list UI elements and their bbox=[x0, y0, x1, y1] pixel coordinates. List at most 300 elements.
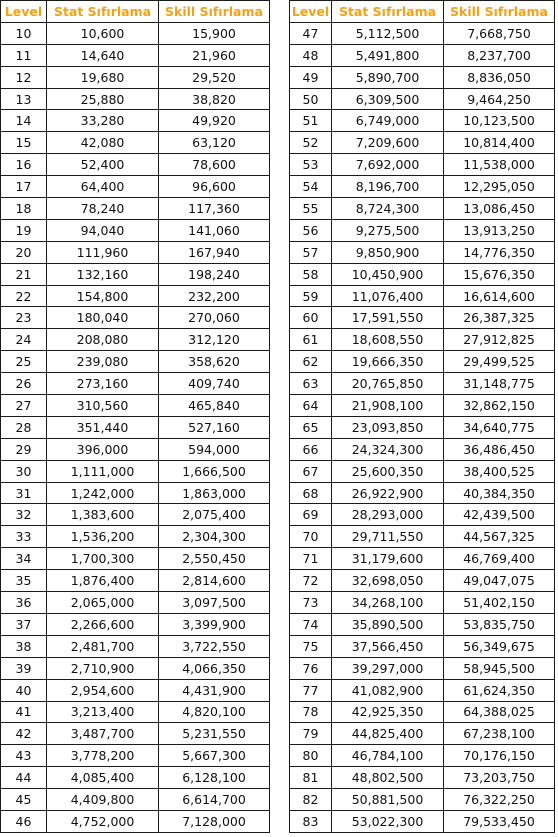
header-skill-reset: Skill Sıfırlama bbox=[159, 1, 270, 23]
table-row bbox=[1, 613, 270, 635]
level-cell: 14 bbox=[1, 110, 47, 132]
stat-reset-cell: 14,640 bbox=[47, 44, 159, 66]
level-cell: 38 bbox=[1, 635, 47, 657]
level-cell: 79 bbox=[290, 723, 332, 745]
table-row bbox=[1, 482, 270, 504]
table-row bbox=[1, 285, 270, 307]
table-row bbox=[290, 66, 555, 88]
skill-reset-cell: 4,820,100 bbox=[159, 701, 270, 723]
level-cell: 57 bbox=[290, 241, 332, 263]
table-row bbox=[290, 504, 555, 526]
stat-reset-cell: 154,800 bbox=[47, 285, 159, 307]
skill-reset-cell: 36,486,450 bbox=[444, 438, 555, 460]
stat-reset-cell: 37,566,450 bbox=[332, 635, 444, 657]
table-row bbox=[1, 88, 270, 110]
skill-reset-cell: 5,231,550 bbox=[159, 723, 270, 745]
table-row bbox=[290, 285, 555, 307]
table-row bbox=[1, 657, 270, 679]
header-stat-reset: Stat Sıfırlama bbox=[47, 1, 159, 23]
stat-reset-cell: 48,802,500 bbox=[332, 767, 444, 789]
skill-reset-cell: 49,047,075 bbox=[444, 570, 555, 592]
table-row bbox=[290, 176, 555, 198]
skill-reset-cell: 70,176,150 bbox=[444, 745, 555, 767]
level-cell: 52 bbox=[290, 132, 332, 154]
skill-reset-cell: 64,388,025 bbox=[444, 701, 555, 723]
table-row bbox=[290, 679, 555, 701]
level-cell: 75 bbox=[290, 635, 332, 657]
table-row bbox=[290, 22, 555, 44]
level-cell: 24 bbox=[1, 329, 47, 351]
level-cell: 16 bbox=[1, 154, 47, 176]
stat-reset-cell: 2,266,600 bbox=[47, 613, 159, 635]
level-cell: 12 bbox=[1, 66, 47, 88]
stat-reset-cell: 208,080 bbox=[47, 329, 159, 351]
table-row bbox=[1, 570, 270, 592]
level-cell: 26 bbox=[1, 373, 47, 395]
stat-reset-cell: 6,749,000 bbox=[332, 110, 444, 132]
stat-reset-cell: 132,160 bbox=[47, 263, 159, 285]
level-cell: 76 bbox=[290, 657, 332, 679]
stat-reset-cell: 53,022,300 bbox=[332, 810, 444, 832]
level-cell: 63 bbox=[290, 373, 332, 395]
skill-reset-cell: 14,776,350 bbox=[444, 241, 555, 263]
table-row bbox=[1, 767, 270, 789]
table-row bbox=[290, 44, 555, 66]
skill-reset-cell: 46,769,400 bbox=[444, 548, 555, 570]
level-cell: 17 bbox=[1, 176, 47, 198]
skill-reset-cell: 79,533,450 bbox=[444, 810, 555, 832]
level-cell: 23 bbox=[1, 307, 47, 329]
skill-reset-cell: 53,835,750 bbox=[444, 613, 555, 635]
stat-reset-cell: 10,450,900 bbox=[332, 263, 444, 285]
level-cell: 73 bbox=[290, 592, 332, 614]
table-row bbox=[290, 570, 555, 592]
level-cell: 77 bbox=[290, 679, 332, 701]
level-cell: 15 bbox=[1, 132, 47, 154]
level-cell: 29 bbox=[1, 438, 47, 460]
level-cell: 36 bbox=[1, 592, 47, 614]
table-row bbox=[290, 416, 555, 438]
stat-reset-cell: 25,600,350 bbox=[332, 460, 444, 482]
skill-reset-cell: 13,086,450 bbox=[444, 198, 555, 220]
stat-reset-cell: 6,309,500 bbox=[332, 88, 444, 110]
table-row bbox=[1, 789, 270, 811]
level-cell: 56 bbox=[290, 219, 332, 241]
skill-reset-cell: 12,295,050 bbox=[444, 176, 555, 198]
stat-reset-cell: 273,160 bbox=[47, 373, 159, 395]
skill-reset-cell: 6,614,700 bbox=[159, 789, 270, 811]
skill-reset-cell: 49,920 bbox=[159, 110, 270, 132]
level-cell: 48 bbox=[290, 44, 332, 66]
stat-reset-cell: 19,680 bbox=[47, 66, 159, 88]
skill-reset-cell: 78,600 bbox=[159, 154, 270, 176]
table-row bbox=[290, 482, 555, 504]
stat-reset-cell: 1,383,600 bbox=[47, 504, 159, 526]
skill-reset-cell: 7,668,750 bbox=[444, 22, 555, 44]
stat-reset-cell: 11,076,400 bbox=[332, 285, 444, 307]
table-row bbox=[1, 373, 270, 395]
table-row bbox=[1, 132, 270, 154]
level-cell: 22 bbox=[1, 285, 47, 307]
table-row bbox=[290, 810, 555, 832]
skill-reset-cell: 63,120 bbox=[159, 132, 270, 154]
stat-reset-cell: 3,487,700 bbox=[47, 723, 159, 745]
table-row bbox=[1, 198, 270, 220]
table-row bbox=[290, 613, 555, 635]
level-cell: 78 bbox=[290, 701, 332, 723]
skill-reset-cell: 10,814,400 bbox=[444, 132, 555, 154]
stat-reset-cell: 1,876,400 bbox=[47, 570, 159, 592]
stat-reset-cell: 1,242,000 bbox=[47, 482, 159, 504]
stat-reset-cell: 28,293,000 bbox=[332, 504, 444, 526]
table-row bbox=[1, 526, 270, 548]
stat-reset-cell: 29,711,550 bbox=[332, 526, 444, 548]
table-row bbox=[1, 241, 270, 263]
table-row bbox=[1, 635, 270, 657]
skill-reset-cell: 61,624,350 bbox=[444, 679, 555, 701]
skill-reset-cell: 42,439,500 bbox=[444, 504, 555, 526]
stat-reset-cell: 24,324,300 bbox=[332, 438, 444, 460]
level-cell: 41 bbox=[1, 701, 47, 723]
table-row bbox=[1, 263, 270, 285]
stat-reset-cell: 42,925,350 bbox=[332, 701, 444, 723]
stat-reset-cell: 20,765,850 bbox=[332, 373, 444, 395]
skill-reset-cell: 15,900 bbox=[159, 22, 270, 44]
stat-reset-cell: 33,280 bbox=[47, 110, 159, 132]
skill-reset-cell: 198,240 bbox=[159, 263, 270, 285]
skill-reset-cell: 4,066,350 bbox=[159, 657, 270, 679]
stat-reset-cell: 39,297,000 bbox=[332, 657, 444, 679]
table-row bbox=[290, 307, 555, 329]
stat-reset-cell: 4,085,400 bbox=[47, 767, 159, 789]
level-cell: 18 bbox=[1, 198, 47, 220]
stat-reset-cell: 44,825,400 bbox=[332, 723, 444, 745]
level-cell: 30 bbox=[1, 460, 47, 482]
skill-reset-cell: 31,148,775 bbox=[444, 373, 555, 395]
level-cell: 68 bbox=[290, 482, 332, 504]
skill-reset-cell: 34,640,775 bbox=[444, 416, 555, 438]
level-cell: 19 bbox=[1, 219, 47, 241]
header-level: Level bbox=[1, 1, 47, 23]
stat-reset-cell: 5,890,700 bbox=[332, 66, 444, 88]
level-cell: 71 bbox=[290, 548, 332, 570]
level-cell: 11 bbox=[1, 44, 47, 66]
skill-reset-cell: 26,387,325 bbox=[444, 307, 555, 329]
level-cell: 64 bbox=[290, 395, 332, 417]
stat-reset-cell: 46,784,100 bbox=[332, 745, 444, 767]
stat-reset-cell: 5,112,500 bbox=[332, 22, 444, 44]
level-cell: 39 bbox=[1, 657, 47, 679]
stat-reset-cell: 94,040 bbox=[47, 219, 159, 241]
level-cell: 55 bbox=[290, 198, 332, 220]
stat-reset-cell: 351,440 bbox=[47, 416, 159, 438]
skill-reset-cell: 5,667,300 bbox=[159, 745, 270, 767]
skill-reset-cell: 141,060 bbox=[159, 219, 270, 241]
level-cell: 62 bbox=[290, 351, 332, 373]
stat-reset-cell: 35,890,500 bbox=[332, 613, 444, 635]
stat-reset-cell: 19,666,350 bbox=[332, 351, 444, 373]
table-row bbox=[1, 44, 270, 66]
level-cell: 72 bbox=[290, 570, 332, 592]
table-row bbox=[290, 438, 555, 460]
table-row bbox=[1, 416, 270, 438]
header-stat-reset: Stat Sıfırlama bbox=[332, 1, 444, 23]
table-row bbox=[290, 767, 555, 789]
level-cell: 80 bbox=[290, 745, 332, 767]
stat-reset-cell: 25,880 bbox=[47, 88, 159, 110]
stat-reset-cell: 17,591,550 bbox=[332, 307, 444, 329]
level-cell: 49 bbox=[290, 66, 332, 88]
table-row bbox=[290, 745, 555, 767]
stat-reset-cell: 2,065,000 bbox=[47, 592, 159, 614]
level-cell: 20 bbox=[1, 241, 47, 263]
table-row bbox=[1, 395, 270, 417]
stat-reset-cell: 10,600 bbox=[47, 22, 159, 44]
table-row bbox=[290, 132, 555, 154]
skill-reset-cell: 15,676,350 bbox=[444, 263, 555, 285]
skill-reset-cell: 2,550,450 bbox=[159, 548, 270, 570]
skill-reset-cell: 232,200 bbox=[159, 285, 270, 307]
skill-reset-cell: 51,402,150 bbox=[444, 592, 555, 614]
table-row bbox=[1, 438, 270, 460]
skill-reset-cell: 58,945,500 bbox=[444, 657, 555, 679]
level-cell: 50 bbox=[290, 88, 332, 110]
skill-reset-cell: 4,431,900 bbox=[159, 679, 270, 701]
level-cell: 70 bbox=[290, 526, 332, 548]
table-row bbox=[1, 810, 270, 832]
stat-reset-cell: 239,080 bbox=[47, 351, 159, 373]
table-row bbox=[290, 460, 555, 482]
skill-reset-cell: 38,820 bbox=[159, 88, 270, 110]
stat-reset-cell: 2,710,900 bbox=[47, 657, 159, 679]
level-cell: 65 bbox=[290, 416, 332, 438]
stat-reset-cell: 9,275,500 bbox=[332, 219, 444, 241]
level-cell: 47 bbox=[290, 22, 332, 44]
level-cell: 43 bbox=[1, 745, 47, 767]
skill-reset-cell: 3,097,500 bbox=[159, 592, 270, 614]
stat-reset-cell: 1,111,000 bbox=[47, 460, 159, 482]
table-row bbox=[290, 526, 555, 548]
skill-reset-cell: 44,567,325 bbox=[444, 526, 555, 548]
level-cell: 32 bbox=[1, 504, 47, 526]
level-cell: 40 bbox=[1, 679, 47, 701]
skill-reset-cell: 358,620 bbox=[159, 351, 270, 373]
level-cell: 61 bbox=[290, 329, 332, 351]
level-cell: 42 bbox=[1, 723, 47, 745]
level-cell: 45 bbox=[1, 789, 47, 811]
table-row bbox=[1, 66, 270, 88]
level-cell: 51 bbox=[290, 110, 332, 132]
level-cell: 54 bbox=[290, 176, 332, 198]
skill-reset-cell: 465,840 bbox=[159, 395, 270, 417]
level-cell: 66 bbox=[290, 438, 332, 460]
skill-reset-cell: 7,128,000 bbox=[159, 810, 270, 832]
skill-reset-cell: 409,740 bbox=[159, 373, 270, 395]
table-row bbox=[290, 351, 555, 373]
stat-reset-cell: 32,698,050 bbox=[332, 570, 444, 592]
table-row bbox=[290, 789, 555, 811]
level-cell: 83 bbox=[290, 810, 332, 832]
table-row bbox=[290, 88, 555, 110]
skill-reset-cell: 96,600 bbox=[159, 176, 270, 198]
skill-reset-cell: 73,203,750 bbox=[444, 767, 555, 789]
level-cell: 59 bbox=[290, 285, 332, 307]
level-cell: 74 bbox=[290, 613, 332, 635]
table-row bbox=[1, 176, 270, 198]
header-row bbox=[290, 1, 555, 23]
skill-reset-cell: 10,123,500 bbox=[444, 110, 555, 132]
table-row bbox=[290, 723, 555, 745]
stat-reset-cell: 8,724,300 bbox=[332, 198, 444, 220]
table-row bbox=[290, 395, 555, 417]
skill-reset-cell: 29,520 bbox=[159, 66, 270, 88]
table-row bbox=[1, 679, 270, 701]
table-row bbox=[1, 219, 270, 241]
stat-reset-cell: 23,093,850 bbox=[332, 416, 444, 438]
table-row bbox=[1, 723, 270, 745]
table-row bbox=[1, 351, 270, 373]
stat-reset-cell: 7,692,000 bbox=[332, 154, 444, 176]
level-cell: 60 bbox=[290, 307, 332, 329]
skill-reset-cell: 40,384,350 bbox=[444, 482, 555, 504]
stat-reset-cell: 3,778,200 bbox=[47, 745, 159, 767]
table-row bbox=[1, 307, 270, 329]
skill-reset-cell: 16,614,600 bbox=[444, 285, 555, 307]
stat-reset-cell: 7,209,600 bbox=[332, 132, 444, 154]
level-cell: 27 bbox=[1, 395, 47, 417]
skill-reset-cell: 27,912,825 bbox=[444, 329, 555, 351]
table-row bbox=[1, 460, 270, 482]
table-row bbox=[290, 592, 555, 614]
table-row bbox=[290, 701, 555, 723]
stat-reset-cell: 4,409,800 bbox=[47, 789, 159, 811]
stat-reset-cell: 3,213,400 bbox=[47, 701, 159, 723]
table-row bbox=[290, 219, 555, 241]
skill-reset-cell: 13,913,250 bbox=[444, 219, 555, 241]
header-skill-reset: Skill Sıfırlama bbox=[444, 1, 555, 23]
level-cell: 58 bbox=[290, 263, 332, 285]
stat-reset-cell: 21,908,100 bbox=[332, 395, 444, 417]
stat-reset-cell: 26,922,900 bbox=[332, 482, 444, 504]
skill-reset-cell: 3,722,550 bbox=[159, 635, 270, 657]
stat-reset-cell: 310,560 bbox=[47, 395, 159, 417]
level-cell: 21 bbox=[1, 263, 47, 285]
level-cell: 10 bbox=[1, 22, 47, 44]
table-row bbox=[290, 657, 555, 679]
level-cell: 67 bbox=[290, 460, 332, 482]
skill-reset-cell: 312,120 bbox=[159, 329, 270, 351]
table-row bbox=[290, 154, 555, 176]
stat-reset-cell: 50,881,500 bbox=[332, 789, 444, 811]
stat-reset-cell: 18,608,550 bbox=[332, 329, 444, 351]
skill-reset-cell: 8,836,050 bbox=[444, 66, 555, 88]
stat-reset-cell: 2,954,600 bbox=[47, 679, 159, 701]
skill-reset-cell: 2,075,400 bbox=[159, 504, 270, 526]
table-row bbox=[290, 635, 555, 657]
stat-reset-cell: 9,850,900 bbox=[332, 241, 444, 263]
table-row bbox=[1, 701, 270, 723]
stat-reset-cell: 34,268,100 bbox=[332, 592, 444, 614]
stat-reset-cell: 64,400 bbox=[47, 176, 159, 198]
skill-reset-cell: 56,349,675 bbox=[444, 635, 555, 657]
skill-reset-cell: 3,399,900 bbox=[159, 613, 270, 635]
skill-reset-cell: 117,360 bbox=[159, 198, 270, 220]
stat-reset-cell: 78,240 bbox=[47, 198, 159, 220]
skill-reset-cell: 167,940 bbox=[159, 241, 270, 263]
level-cell: 33 bbox=[1, 526, 47, 548]
table-row bbox=[290, 373, 555, 395]
level-cell: 34 bbox=[1, 548, 47, 570]
table-row bbox=[290, 241, 555, 263]
level-cell: 46 bbox=[1, 810, 47, 832]
stat-reset-cell: 1,536,200 bbox=[47, 526, 159, 548]
stat-reset-cell: 2,481,700 bbox=[47, 635, 159, 657]
skill-reset-cell: 270,060 bbox=[159, 307, 270, 329]
table-row bbox=[1, 592, 270, 614]
skill-reset-cell: 21,960 bbox=[159, 44, 270, 66]
level-cell: 25 bbox=[1, 351, 47, 373]
level-cell: 37 bbox=[1, 613, 47, 635]
skill-reset-cell: 29,499,525 bbox=[444, 351, 555, 373]
level-cell: 69 bbox=[290, 504, 332, 526]
stat-reset-cell: 8,196,700 bbox=[332, 176, 444, 198]
skill-reset-cell: 76,322,250 bbox=[444, 789, 555, 811]
header-row bbox=[1, 1, 270, 23]
table-row bbox=[290, 329, 555, 351]
level-cell: 35 bbox=[1, 570, 47, 592]
skill-reset-cell: 594,000 bbox=[159, 438, 270, 460]
skill-reset-cell: 9,464,250 bbox=[444, 88, 555, 110]
stat-reset-cell: 1,700,300 bbox=[47, 548, 159, 570]
stat-reset-cell: 180,040 bbox=[47, 307, 159, 329]
level-cell: 81 bbox=[290, 767, 332, 789]
table-row bbox=[290, 110, 555, 132]
skill-reset-cell: 527,160 bbox=[159, 416, 270, 438]
table-row bbox=[290, 198, 555, 220]
stat-reset-cell: 41,082,900 bbox=[332, 679, 444, 701]
table-row bbox=[1, 548, 270, 570]
header-level: Level bbox=[290, 1, 332, 23]
level-cell: 13 bbox=[1, 88, 47, 110]
skill-reset-cell: 8,237,700 bbox=[444, 44, 555, 66]
table-row bbox=[1, 154, 270, 176]
reset-cost-table-left bbox=[0, 0, 270, 833]
stat-reset-cell: 42,080 bbox=[47, 132, 159, 154]
level-cell: 28 bbox=[1, 416, 47, 438]
stat-reset-cell: 31,179,600 bbox=[332, 548, 444, 570]
skill-reset-cell: 2,814,600 bbox=[159, 570, 270, 592]
table-row bbox=[1, 329, 270, 351]
level-cell: 31 bbox=[1, 482, 47, 504]
level-cell: 44 bbox=[1, 767, 47, 789]
stat-reset-cell: 52,400 bbox=[47, 154, 159, 176]
level-cell: 82 bbox=[290, 789, 332, 811]
skill-reset-cell: 32,862,150 bbox=[444, 395, 555, 417]
skill-reset-cell: 6,128,100 bbox=[159, 767, 270, 789]
table-row bbox=[1, 22, 270, 44]
stat-reset-cell: 4,752,000 bbox=[47, 810, 159, 832]
stat-reset-cell: 396,000 bbox=[47, 438, 159, 460]
skill-reset-cell: 2,304,300 bbox=[159, 526, 270, 548]
skill-reset-cell: 1,863,000 bbox=[159, 482, 270, 504]
skill-reset-cell: 1,666,500 bbox=[159, 460, 270, 482]
skill-reset-cell: 11,538,000 bbox=[444, 154, 555, 176]
stat-reset-cell: 5,491,800 bbox=[332, 44, 444, 66]
skill-reset-cell: 38,400,525 bbox=[444, 460, 555, 482]
table-row bbox=[1, 745, 270, 767]
reset-cost-table-right bbox=[289, 0, 555, 833]
table-row bbox=[1, 504, 270, 526]
